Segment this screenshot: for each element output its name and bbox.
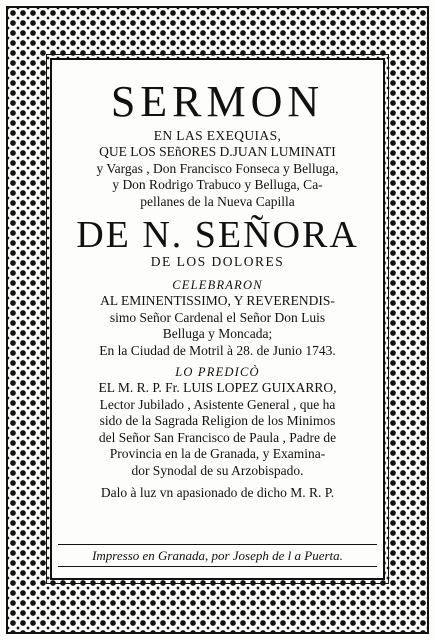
celebration-line: AL EMINENTISSIMO, Y REVERENDIS- bbox=[100, 293, 335, 308]
main-title: SERMON bbox=[110, 77, 325, 126]
title-text-block bbox=[58, 62, 377, 502]
preacher-line: Lector Jubilado , Asistente General , que ha bbox=[99, 396, 336, 412]
celebration-line: Belluga y Moncada; bbox=[162, 326, 273, 341]
preacher-label: LO PREDICÒ bbox=[175, 365, 260, 379]
dedication-line: Dalo à luz vn apasionado de dicho M. R. P. bbox=[100, 485, 335, 500]
preacher-line: EL M. R. P. Fr. LUIS LOPEZ GUIXARRO, bbox=[98, 380, 337, 395]
patrons-line: pellanes de la Nueva Capilla bbox=[140, 193, 295, 209]
patrons-block bbox=[58, 144, 377, 210]
patrons-line: y Vargas , Don Francisco Fonseca y Belluga, bbox=[96, 160, 339, 176]
imprint-line: Impresso en Granada, por Joseph de l a Puerta. bbox=[92, 548, 343, 563]
preacher-line: dor Synodal de su Arzobispado. bbox=[131, 462, 304, 478]
imprint-rule-top bbox=[58, 544, 377, 545]
celebration-block bbox=[58, 293, 377, 359]
celebration-line: En la Ciudad de Motril à 28. de Junio 1743. bbox=[99, 342, 336, 358]
chapel-title: DE N. SEÑORA bbox=[76, 214, 359, 256]
celebration-label: CELEBRARON bbox=[172, 278, 263, 292]
preacher-line: del Señor San Francisco de Paula , Padre de bbox=[98, 429, 337, 445]
patrons-line: QUE LOS SEñORES D.JUAN LUMINATI bbox=[99, 144, 336, 159]
chapel-subtitle: DE LOS DOLORES bbox=[150, 254, 285, 269]
preacher-block bbox=[58, 380, 377, 479]
celebration-line: simo Señor Cardenal el Señor Don Luis bbox=[109, 309, 326, 325]
patrons-line: y Don Rodrigo Trabuco y Belluga, Ca- bbox=[112, 177, 323, 192]
preacher-line: Provincia en la de Granada, y Examina- bbox=[109, 446, 326, 461]
imprint-rule-bottom bbox=[58, 566, 377, 567]
occasion-line: EN LAS EXEQUIAS, bbox=[153, 128, 282, 143]
preacher-line: sido de la Sagrada Religion de los Minimos bbox=[99, 413, 336, 428]
